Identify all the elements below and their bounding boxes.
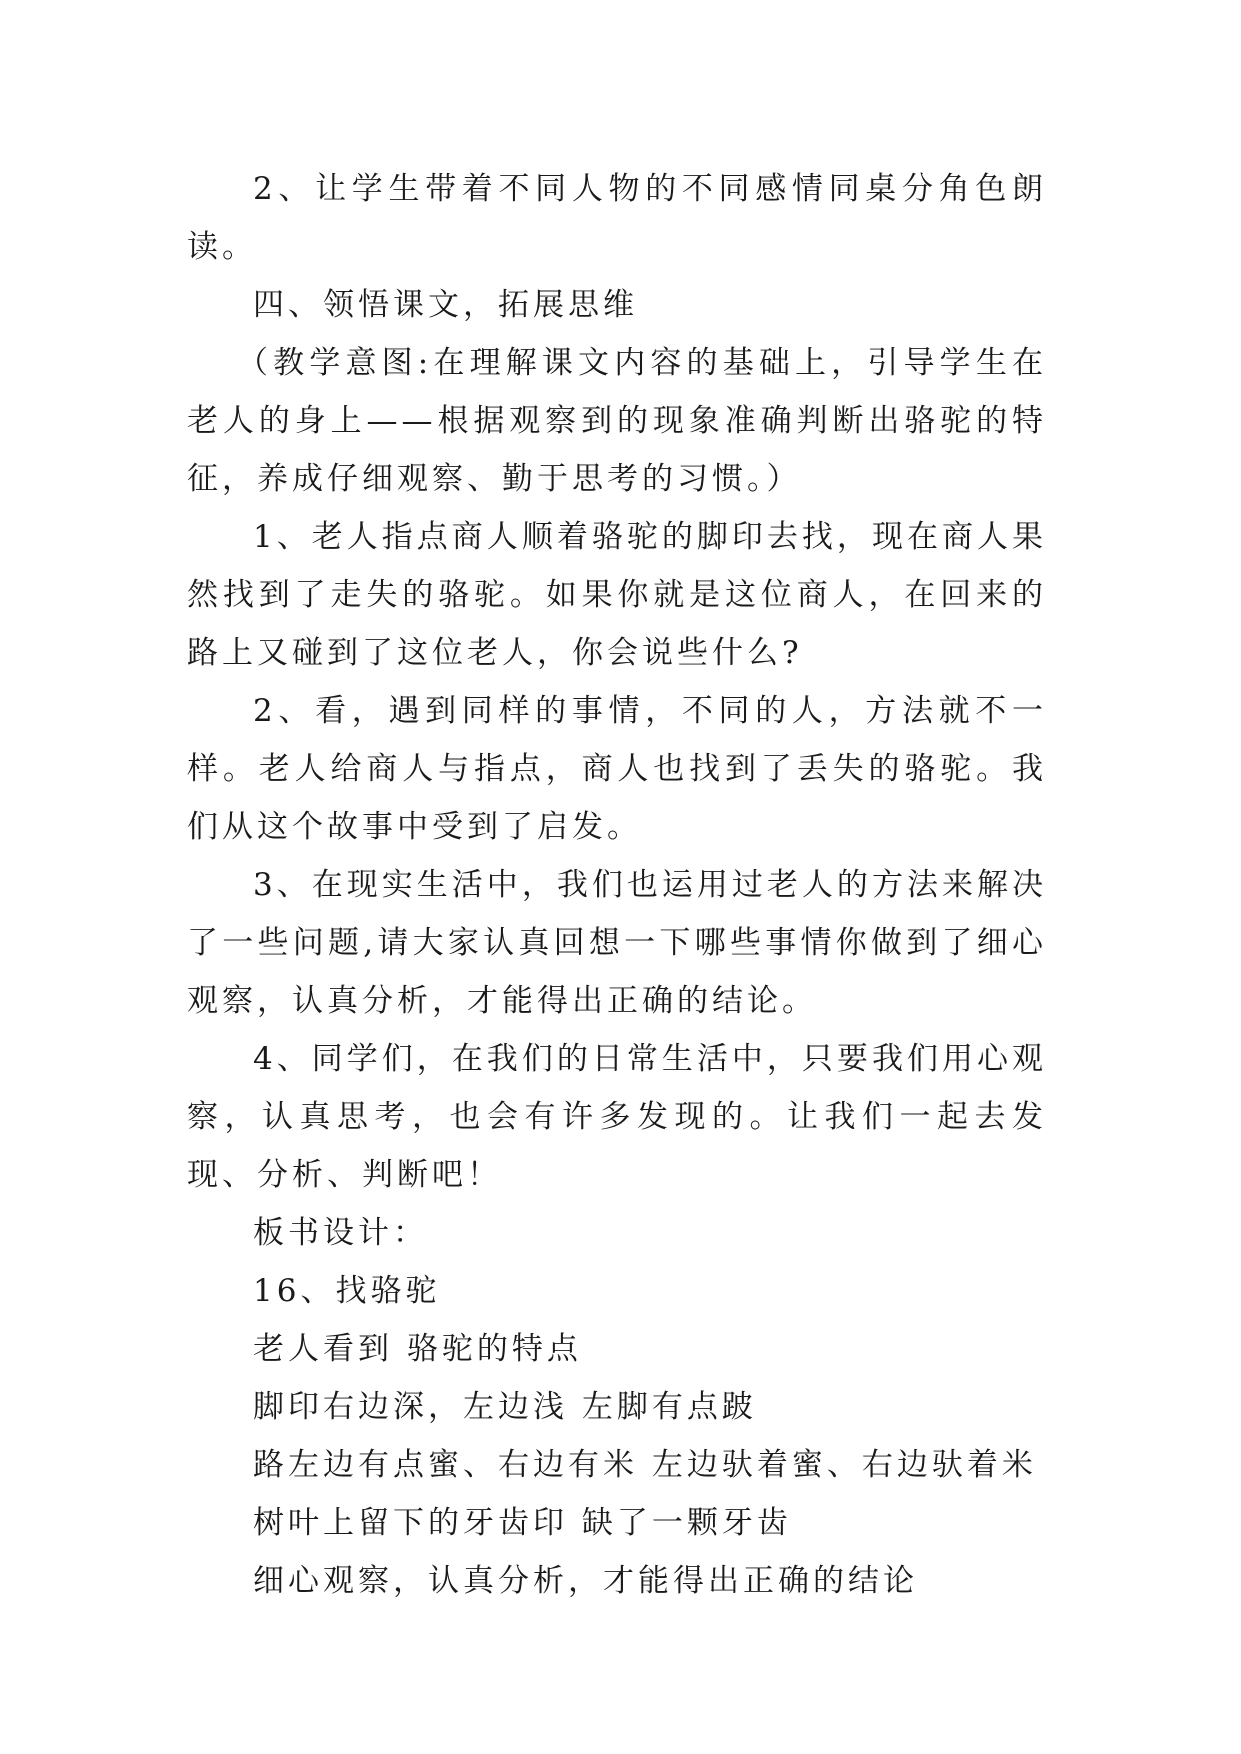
board-design-heading: 板书设计： <box>253 1215 428 1251</box>
board-line: 细心观察，认真分析，才能得出正确的结论 <box>253 1563 918 1599</box>
teaching-intent-note: （教学意图:在理解课文内容的基础上，引导学生在老人的身上——根据观察到的现象准确判断出骆驼的特征，养成仔细观察、勤于思考的习惯。） <box>187 345 1047 497</box>
section-heading-four: 四、领悟课文，拓展思维 <box>253 287 638 323</box>
board-line: 16、找骆驼 <box>253 1273 441 1309</box>
board-line: 老人看到 骆驼的特点 <box>253 1331 582 1367</box>
paragraph-reading-task: 2、让学生带着不同人物的不同感情同桌分角色朗读。 <box>187 171 1047 265</box>
paragraph-step-1: 1、老人指点商人顺着骆驼的脚印去找，现在商人果然找到了走失的骆驼。如果你就是这位商人，在回来的路上又碰到了这位老人，你会说些什么? <box>187 519 1047 671</box>
paragraph-step-2: 2、看，遇到同样的事情，不同的人，方法就不一样。老人给商人与指点，商人也找到了丢失的骆驼。我们从这个故事中受到了启发。 <box>187 693 1047 845</box>
paragraph-step-3: 3、在现实生活中，我们也运用过老人的方法来解决了一些问题,请大家认真回想一下哪些事情你做到了细心观察，认真分析，才能得出正确的结论。 <box>187 867 1047 1019</box>
board-line: 脚印右边深，左边浅 左脚有点跛 <box>253 1389 757 1425</box>
paragraph-step-4: 4、同学们，在我们的日常生活中，只要我们用心观察，认真思考，也会有许多发现的。让我们一起去发现、分析、判断吧！ <box>187 1041 1047 1193</box>
board-line: 树叶上留下的牙齿印 缺了一颗牙齿 <box>253 1505 792 1541</box>
document-body <box>187 160 1047 1610</box>
board-line: 路左边有点蜜、右边有米 左边驮着蜜、右边驮着米 <box>253 1447 1037 1483</box>
